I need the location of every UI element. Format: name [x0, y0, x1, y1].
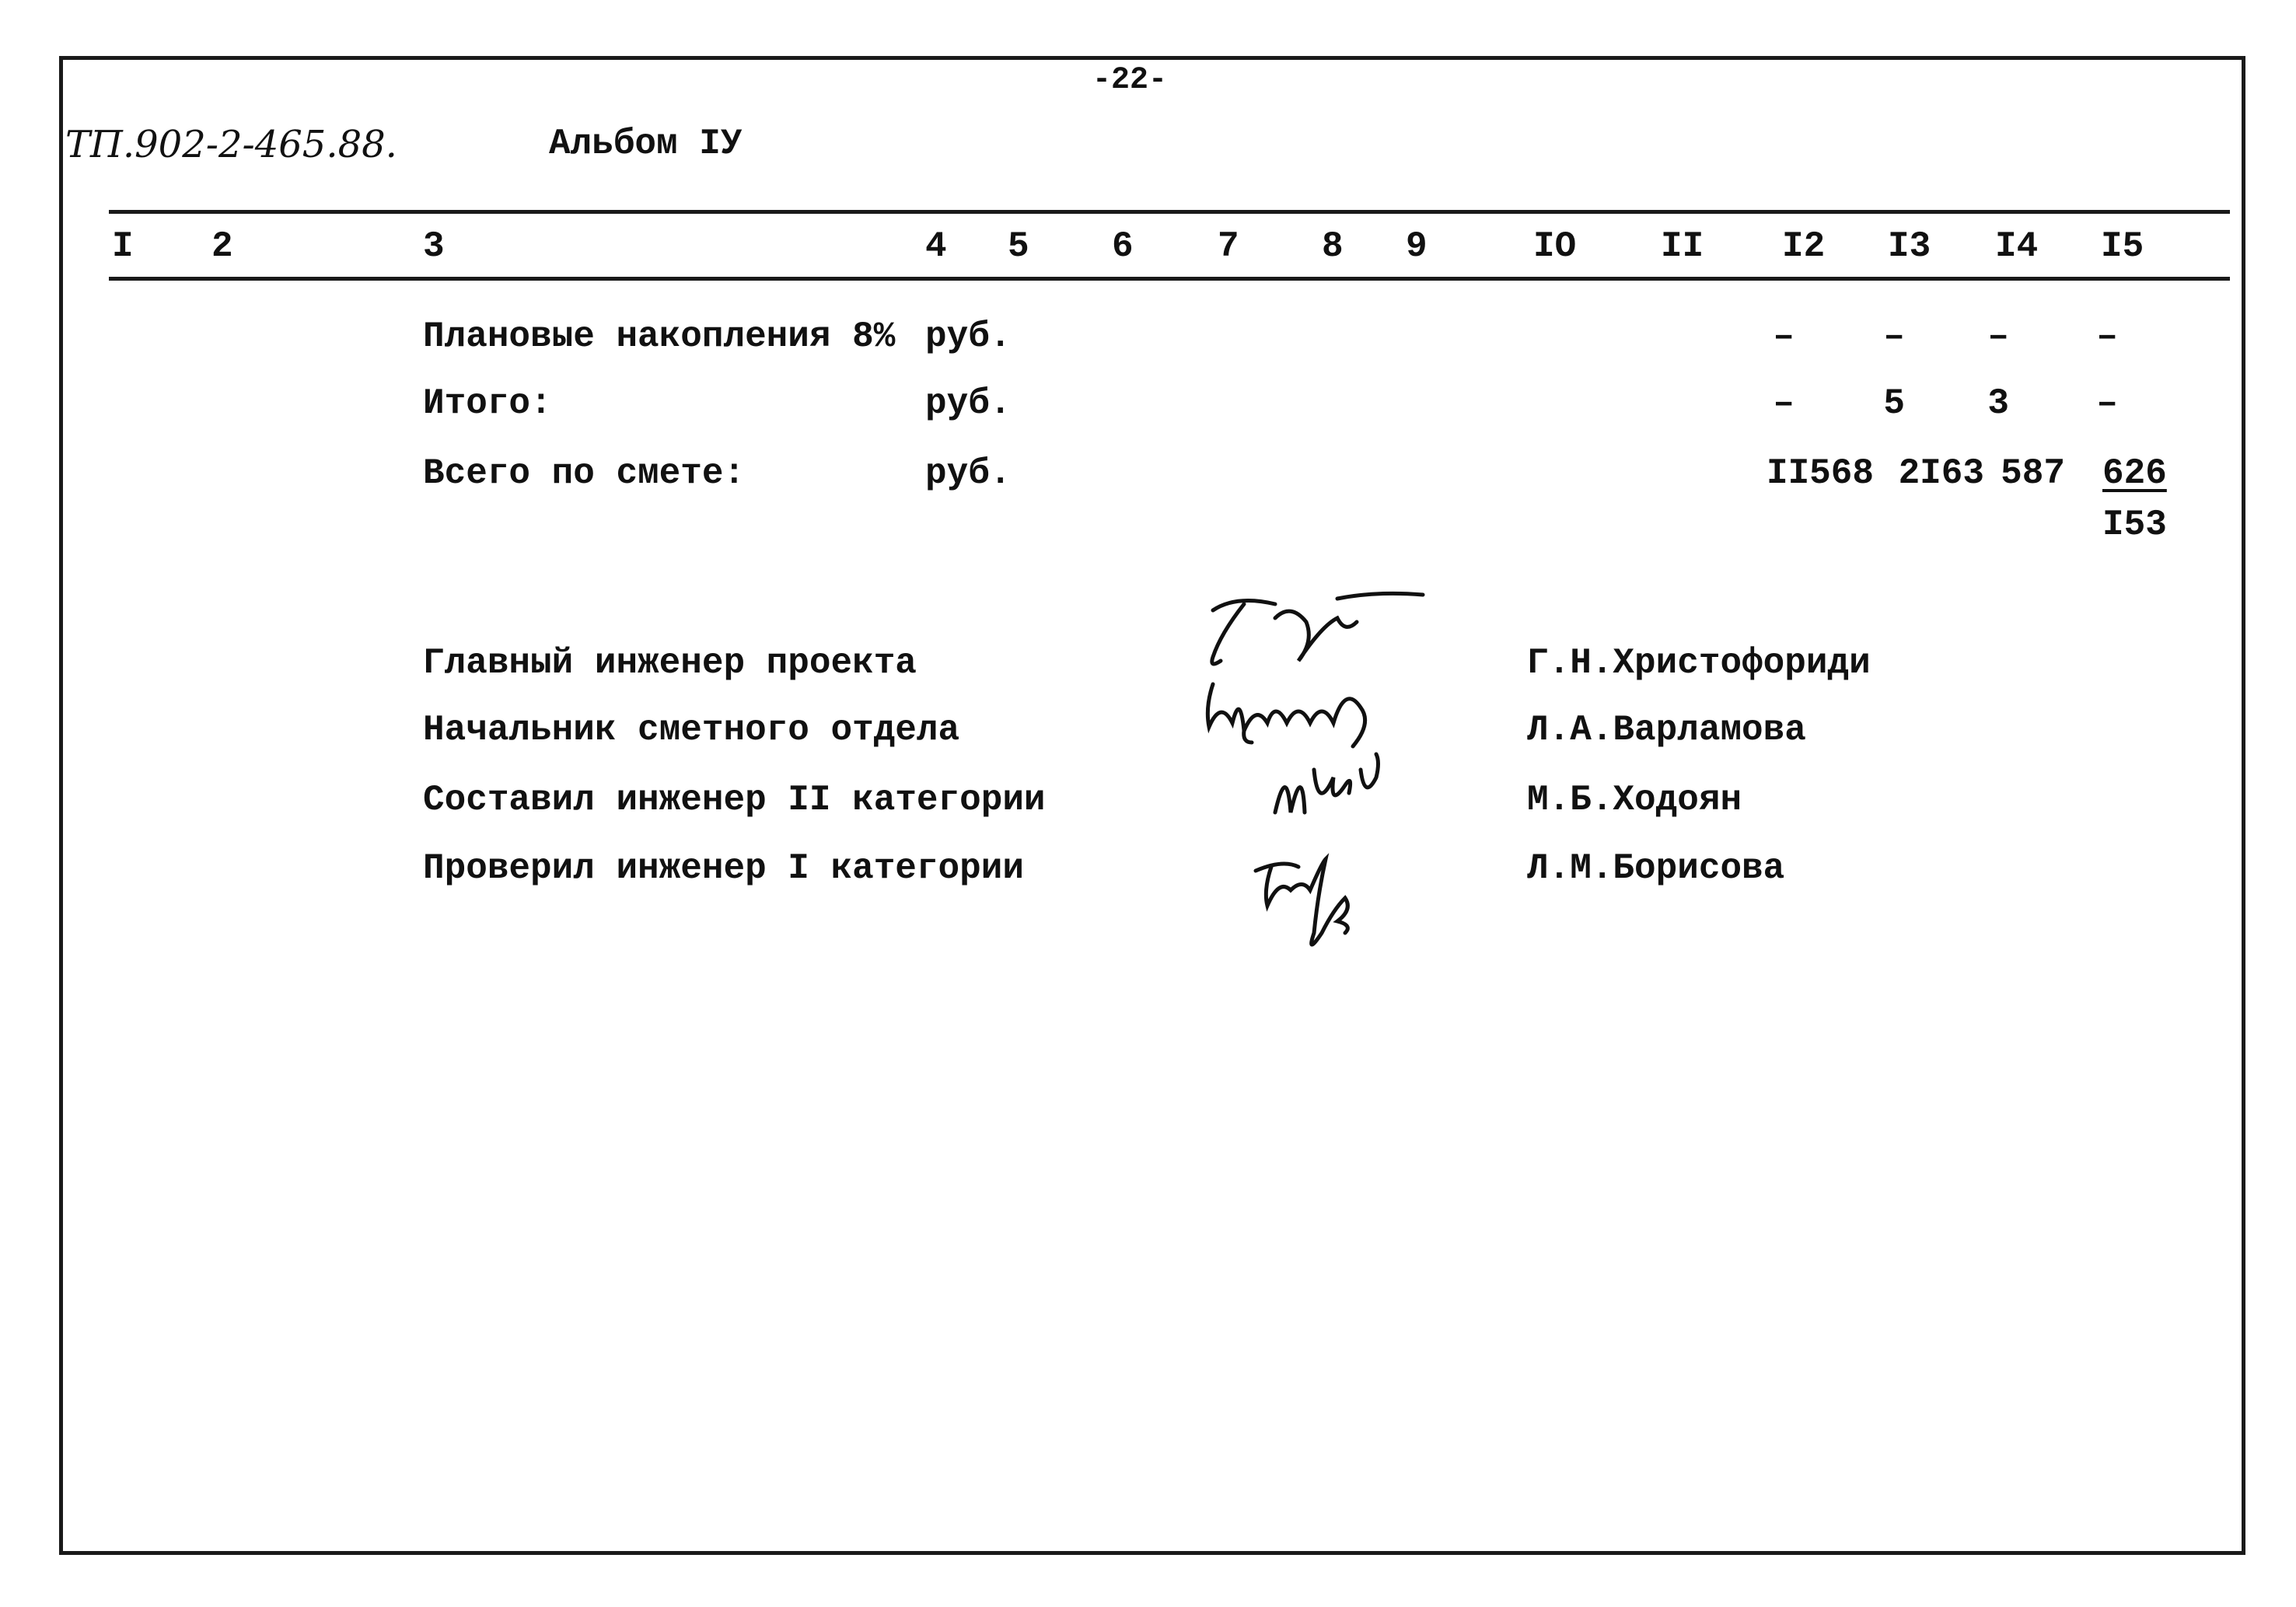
header-rule-top: [109, 210, 2230, 214]
column-header-10: IO: [1533, 226, 1577, 267]
cell-col15: –: [2096, 316, 2118, 357]
cell-col12: –: [1773, 383, 1795, 424]
signature-role-checked-by: Проверил инженер I категории: [423, 848, 1024, 889]
cell-col15: –: [2096, 383, 2118, 424]
row-unit: руб.: [925, 453, 1012, 494]
column-header-7: 7: [1218, 226, 1239, 267]
album-title: Альбом IУ: [549, 124, 743, 164]
signature-name-head-estimates: Л.А.Варламова: [1527, 710, 1806, 750]
cell-col14: 587: [2001, 453, 2065, 494]
cell-col13: 5: [1883, 383, 1905, 424]
handwritten-signature-3: [1260, 746, 1400, 832]
column-header-15: I5: [2101, 226, 2144, 267]
row-unit: руб.: [925, 383, 1012, 424]
column-header-8: 8: [1322, 226, 1344, 267]
cell-col13: –: [1883, 316, 1905, 357]
document-code: ТП.902-2-465.88.: [65, 123, 397, 166]
page-number: -22-: [1092, 63, 1168, 98]
column-header-9: 9: [1406, 226, 1428, 267]
row-label-grand-total: Всего по смете:: [423, 453, 746, 494]
column-header-6: 6: [1112, 226, 1134, 267]
signature-name-checked-by: Л.М.Борисова: [1527, 848, 1785, 889]
header-rule-bottom: [109, 277, 2230, 281]
cell-col12: II568: [1766, 453, 1874, 494]
column-header-2: 2: [211, 226, 233, 267]
signature-role-compiled-by: Составил инженер II категории: [423, 780, 1046, 820]
column-header-11: II: [1661, 226, 1704, 267]
column-header-3: 3: [423, 226, 445, 267]
signature-role-chief-engineer: Главный инженер проекта: [423, 643, 917, 683]
handwritten-signature-4: [1236, 847, 1376, 956]
column-header-5: 5: [1008, 226, 1029, 267]
handwritten-signature-1: [1190, 587, 1438, 680]
column-header-14: I4: [1995, 226, 2039, 267]
column-header-13: I3: [1888, 226, 1931, 267]
cell-col15-denominator: I53: [2102, 505, 2167, 545]
handwritten-signature-2: [1197, 669, 1415, 754]
cell-col12: –: [1773, 316, 1795, 357]
signature-name-compiled-by: М.Б.Ходоян: [1527, 780, 1742, 820]
signature-name-chief-engineer: Г.Н.Христофориди: [1527, 643, 1871, 683]
cell-col13: 2I63: [1898, 453, 1984, 494]
cell-col15-numerator: 626: [2102, 453, 2167, 494]
column-header-4: 4: [925, 226, 947, 267]
column-header-1: I: [112, 226, 134, 267]
row-unit: руб.: [925, 316, 1012, 357]
column-header-12: I2: [1782, 226, 1826, 267]
row-label-subtotal: Итого:: [423, 383, 552, 424]
page-frame: [59, 56, 2245, 1555]
cell-col14: –: [1987, 316, 2009, 357]
cell-col14: 3: [1987, 383, 2009, 424]
row-label-planned-savings: Плановые накопления 8%: [423, 316, 896, 357]
signature-role-head-estimates: Начальник сметного отдела: [423, 710, 960, 750]
